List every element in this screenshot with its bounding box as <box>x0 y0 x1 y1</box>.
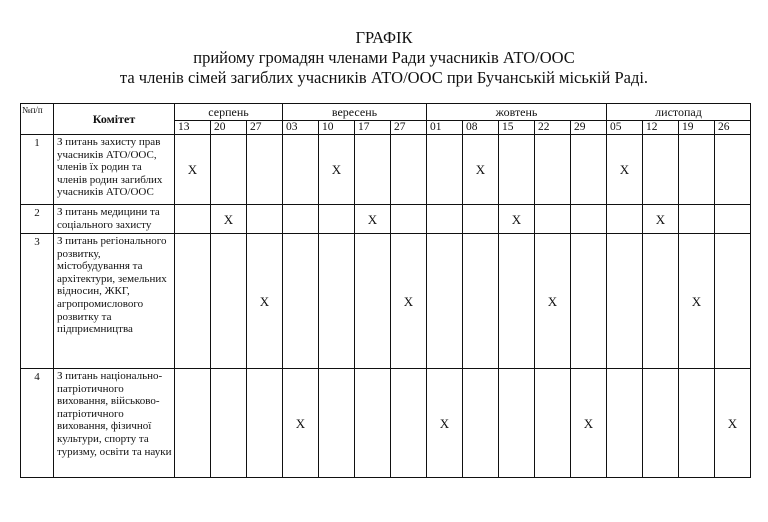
schedule-cell <box>355 369 391 478</box>
day-header: 29 <box>571 121 607 135</box>
schedule-cell <box>391 205 427 234</box>
schedule-cell <box>211 369 247 478</box>
schedule-cell <box>283 135 319 205</box>
schedule-cell <box>319 369 355 478</box>
schedule-cell <box>175 234 211 369</box>
schedule-cell <box>391 369 427 478</box>
schedule-cell <box>535 369 571 478</box>
schedule-cell <box>535 205 571 234</box>
schedule-cell <box>499 369 535 478</box>
schedule-cell <box>679 205 715 234</box>
schedule-cell <box>607 369 643 478</box>
schedule-cell <box>319 234 355 369</box>
table-row <box>21 369 751 478</box>
schedule-cell <box>427 135 463 205</box>
table-row <box>21 234 751 369</box>
schedule-mark: Х <box>571 369 607 478</box>
schedule-cell <box>247 205 283 234</box>
schedule-cell <box>571 234 607 369</box>
schedule-cell <box>679 135 715 205</box>
schedule-cell <box>211 135 247 205</box>
day-header: 01 <box>427 121 463 135</box>
schedule-cell <box>607 234 643 369</box>
schedule-mark: Х <box>175 135 211 205</box>
schedule-cell <box>247 135 283 205</box>
day-header: 26 <box>715 121 751 135</box>
schedule-cell <box>499 234 535 369</box>
schedule-cell <box>175 205 211 234</box>
day-header: 17 <box>355 121 391 135</box>
schedule-cell <box>211 234 247 369</box>
schedule-mark: Х <box>319 135 355 205</box>
schedule-mark: Х <box>715 369 751 478</box>
schedule-cell <box>427 234 463 369</box>
schedule-mark: Х <box>211 205 247 234</box>
document-subtitle-line2: та членів сімей загиблих учасників АТО/ООС при Бучанській міській Раді. <box>119 68 649 87</box>
schedule-mark: Х <box>679 234 715 369</box>
row-number: 4 <box>21 369 54 478</box>
schedule-cell <box>571 135 607 205</box>
schedule-mark: Х <box>643 205 679 234</box>
schedule-cell <box>535 135 571 205</box>
row-number: 3 <box>21 234 54 369</box>
month-header: серпень <box>175 104 283 121</box>
day-header: 03 <box>283 121 319 135</box>
schedule-cell <box>283 205 319 234</box>
committee-name: З питань регіонального розвитку, містобудування та архітектури, земельних відносин, ЖКГ, агропромислового розвитку та підприємництва <box>54 234 175 369</box>
day-header: 05 <box>607 121 643 135</box>
schedule-cell <box>247 369 283 478</box>
day-header: 10 <box>319 121 355 135</box>
schedule-mark: Х <box>463 135 499 205</box>
document-title: ГРАФІК <box>355 28 413 47</box>
month-header: жовтень <box>427 104 607 121</box>
committee-name: З питань національно-патріотичного виховання, військово-патріотичного виховання, фізичної культури, спорту та туризму, освіти та науки <box>54 369 175 478</box>
schedule-cell <box>715 135 751 205</box>
schedule-mark: Х <box>355 205 391 234</box>
schedule-cell <box>283 234 319 369</box>
schedule-cell <box>643 135 679 205</box>
schedule-cell <box>355 135 391 205</box>
schedule-mark: Х <box>535 234 571 369</box>
day-header: 20 <box>211 121 247 135</box>
day-header: 27 <box>391 121 427 135</box>
schedule-cell <box>427 205 463 234</box>
schedule-cell <box>319 205 355 234</box>
document-subtitle-line1: прийому громадян членами Ради учасників АТО/ООС <box>193 48 575 67</box>
schedule-cell <box>463 234 499 369</box>
day-header: 22 <box>535 121 571 135</box>
schedule-cell <box>463 205 499 234</box>
schedule-cell <box>355 234 391 369</box>
row-number: 2 <box>21 205 54 234</box>
committee-name: З питань захисту прав учасників АТО/ООС, членів їх родин та членів родин загиблих учасників АТО/ООС <box>54 135 175 205</box>
schedule-mark: Х <box>283 369 319 478</box>
table-row <box>21 135 751 205</box>
committee-name: З питань медицини та соціального захисту <box>54 205 175 234</box>
schedule-cell <box>643 234 679 369</box>
schedule-mark: Х <box>499 205 535 234</box>
schedule-cell <box>391 135 427 205</box>
schedule-cell <box>571 205 607 234</box>
schedule-cell <box>643 369 679 478</box>
schedule-cell <box>607 205 643 234</box>
number-header: №п/п <box>21 104 54 135</box>
schedule-mark: Х <box>427 369 463 478</box>
schedule-mark: Х <box>607 135 643 205</box>
schedule-mark: Х <box>247 234 283 369</box>
schedule-mark: Х <box>391 234 427 369</box>
schedule-cell <box>175 369 211 478</box>
day-header: 13 <box>175 121 211 135</box>
schedule-cell <box>679 369 715 478</box>
month-header: листопад <box>607 104 751 121</box>
schedule-cell <box>715 234 751 369</box>
day-header: 27 <box>247 121 283 135</box>
schedule-cell <box>463 369 499 478</box>
day-header: 15 <box>499 121 535 135</box>
table-row <box>21 205 751 234</box>
day-header: 19 <box>679 121 715 135</box>
day-header: 12 <box>643 121 679 135</box>
schedule-table <box>20 103 751 478</box>
committee-header: Комітет <box>54 104 175 135</box>
schedule-cell <box>499 135 535 205</box>
row-number: 1 <box>21 135 54 205</box>
schedule-cell <box>715 205 751 234</box>
month-header: вересень <box>283 104 427 121</box>
day-header: 08 <box>463 121 499 135</box>
